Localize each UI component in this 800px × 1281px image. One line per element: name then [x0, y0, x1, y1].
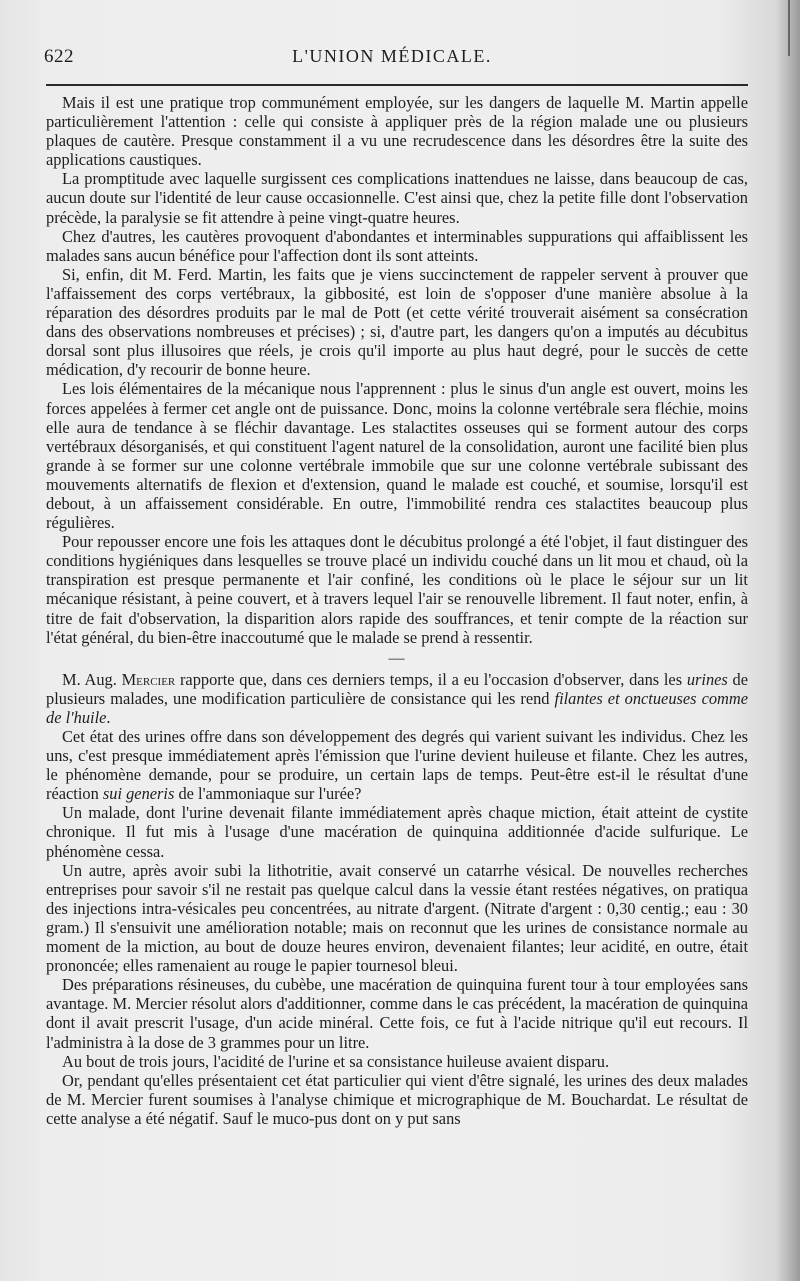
- paragraph-suppurations: Chez d'autres, les cautères provoquent d'abondantes et interminables suppurations qui affaiblissent les malades sans aucun bénéfice pour l'affection dont ils sont atteints.: [46, 226, 748, 265]
- mercier-text-end: .: [106, 707, 111, 727]
- author-name-mercier: Mercier: [121, 669, 176, 689]
- header-rule: [46, 84, 748, 86]
- paragraph-degres: [46, 727, 748, 803]
- paragraph-promptitude: La promptitude avec laquelle surgissent ces complications inattendues ne laisse, dans beaucoup de cas, aucun doute sur l'identité de leur cause occasionnelle. C'est ainsi que, chez la petite fille dont l'observation précède, la paralysie se fit attendre à peine vingt-quatre heures.: [46, 169, 748, 227]
- mercier-intro-text: M. Aug.: [62, 669, 122, 689]
- urines-italic: urines: [686, 669, 728, 689]
- paragraph-cauteres-intro: Mais il est une pratique trop communément employée, sur les dangers de laquelle M. Martin appelle particulièrement l'attention : celle qui consiste à appliquer près de la région malade une ou plusieurs plaques de cautère. Presque constamment il a vu une recrudescence dans les désordres être la suite des applications caustiques.: [46, 93, 748, 170]
- article-body: [46, 93, 748, 1128]
- paragraph-analyse: Or, pendant qu'elles présentaient cet état particulier qui vient d'être signalé, les urines des deux malades de M. Mercier furent soumises à l'analyse chimique et micrographique de M. Bouchardat. Le résultat de cette analyse a été négatif. Sauf le muco-pus dont on y put sans: [46, 1070, 748, 1128]
- paragraph-conclusion-martin: Si, enfin, dit M. Ferd. Martin, les faits que je viens succinctement de rappeler servent à prouver que l'affaissement des corps vertébraux, la gibbosité, est loin de s'opposer d'une manière absolue à la réparation des désordres produits par le mal de Pott (et cette vérité trouverait aisément sa consécration dans des observations nombreuses et précises) ; si, d'autre part, les dangers qu'on a imputés au décubitus dorsal sont plus illusoires que réels, je crois qu'il importe au plus haut degré, pour le succès de cette médication, d'y recourir de bonne heure.: [46, 264, 748, 380]
- paragraph-mecanique: Les lois élémentaires de la mécanique nous l'apprennent : plus le sinus d'un angle est ouvert, moins les forces appelées à fermer cet angle ont de puissance. Donc, moins la colonne vertébrale sera fléchie, moins elle aura de tendance à se fléchir davantage. Les stalactites osseuses qui se forment autour des corps vertébraux désorganisés, et qui constituent l'agent naturel de la consolidation, auront une facilité bien plus grande à se former sur une colonne vertébrale immobile que sur une colonne vertébrale subissant des mouvements alternatifs de flexion et d'extension, quand le malade est couché, et soumise, lorsqu'il est debout, à un affaissement considérable. En outre, l'immobilité rendra ces stalactites beaucoup plus régulières.: [46, 379, 748, 533]
- paragraph-trois-jours: Au bout de trois jours, l'acidité de l'urine et sa consistance huileuse avaient disparu.: [62, 1051, 610, 1071]
- mercier-text-1: rapporte que, dans ces derniers temps, il a eu l'occasion d'observer, dans les: [175, 669, 687, 689]
- degres-text-end: de l'ammoniaque sur l'urée?: [174, 784, 362, 804]
- page-number: 622: [44, 46, 74, 67]
- mercier-text-2: de plusieurs malades, une modification particulière de consistance qui les rend: [46, 669, 748, 708]
- running-title: L'UNION MÉDICALE.: [292, 46, 492, 66]
- page-edge-mark: [788, 0, 798, 56]
- paragraph-mercier-urines: [46, 670, 748, 727]
- page-header: [44, 46, 740, 76]
- section-separator: —: [388, 649, 406, 667]
- paragraph-cystite: Un malade, dont l'urine devenait filante immédiatement après chaque miction, était atteint de cystite chronique. Il fut mis à l'usage d'une macération de quinquina additionnée d'acide sulfurique. Le phénomène cessa.: [46, 803, 748, 861]
- degres-text: Cet état des urines offre dans son développement des degrés qui varient suivant les individus. Chez les uns, c'est presque immédiatement après l'émission que l'urine devient huileuse et filante. Chez les autres, le phénomène demande, pour se produire, un certain laps de temps. Peut-être est-il le résultat d'une réaction: [46, 727, 748, 804]
- paragraph-decubitus: Pour repousser encore une fois les attaques dont le décubitus prolongé a été l'objet, il faut distinguer des conditions hygiéniques dans lesquelles se trouve placé un individu couché dans un lit mou et chaud, où la transpiration est presque permanente et l'air confiné, les conditions où le place le séjour sur un lit mécanique résistant, à peine couvert, et à travers lequel l'air se renouvelle librement. Il faut noter, enfin, à titre de fait d'observation, la disparition alors rapide des souffrances, et tenir compte de la réaction sur l'état général, du bien-être inaccoutumé que le malade se prend à ressentir.: [46, 532, 748, 647]
- paragraph-preparations: Des préparations résineuses, du cubèbe, une macération de quinquina furent tour à tour employées sans avantage. M. Mercier résolut alors d'additionner, comme dans le cas précédent, la macération de quinquina dont il avait prescrit l'usage, d'un acide minéral. Cette fois, ce fut à l'acide nitrique qu'il eut recours. Il l'administra à la dose de 3 grammes pour un litre.: [46, 975, 748, 1052]
- paragraph-lithotritie: Un autre, après avoir subi la lithotritie, avait conservé un catarrhe vésical. De nouvelles recherches entreprises pour savoir s'il ne restait pas quelque calcul dans la vessie étant restées négatives, on pratiqua des injections intra-vésicales peu concentrées, au nitrate d'argent. (Nitrate d'argent : 0,30 centig.; eau : 30 gram.) Il s'ensuivit une amélioration notable; mais on reconnut que les urines de consistance normale au moment de la miction, au bout de douze heures environ, devenaient filantes; leur acidité, en outre, était prononcée; elles ramenaient au rouge le papier tournesol bleui.: [46, 860, 748, 976]
- sui-generis-italic: sui generis: [102, 784, 175, 804]
- filantes-italic: filantes et onctueuses comme de l'huile: [46, 688, 748, 727]
